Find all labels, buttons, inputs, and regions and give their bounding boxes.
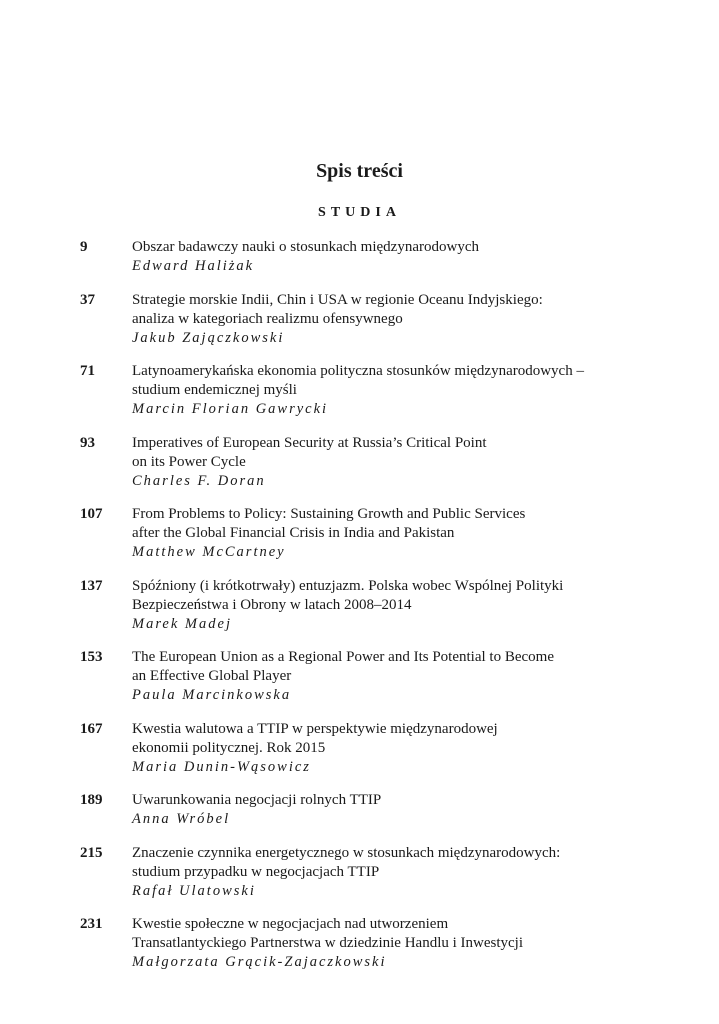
toc-author: Matthew McCartney	[132, 544, 286, 560]
toc-title-line: Bezpieczeństwa i Obrony w latach 2008–2014	[132, 596, 412, 613]
toc-page-number: 9	[80, 239, 88, 255]
page-title: Spis treści	[316, 160, 403, 182]
toc-entry-content	[132, 362, 680, 419]
toc-entry-content	[132, 791, 680, 829]
toc-author: Marek Madej	[132, 615, 232, 632]
toc-title-line: after the Global Financial Crisis in India and Pakistan	[132, 525, 455, 541]
toc-entry	[80, 577, 680, 634]
toc-title-line: Latynoamerykańska ekonomia polityczna stosunków międzynarodowych –	[132, 363, 584, 379]
toc-author: Marcin Florian Gawrycki	[132, 401, 329, 417]
toc-title-line: analiza w kategoriach realizmu ofensywnego	[132, 310, 403, 327]
toc-entry	[80, 844, 680, 901]
toc-entry-content	[132, 648, 680, 705]
toc-entry-content	[132, 505, 680, 562]
toc-author: Charles F. Doran	[132, 472, 266, 489]
toc-title-line: on its Power Cycle	[132, 453, 246, 470]
toc-title-line: Spóźniony (i krótkotrwały) entuzjazm. Polska wobec Wspólnej Polityki	[132, 577, 564, 594]
toc-title-line: studium endemicznej myśli	[132, 382, 297, 398]
toc-title-line: ekonomii politycznej. Rok 2015	[132, 739, 326, 756]
toc-entry	[80, 505, 680, 562]
toc-title-line: an Effective Global Player	[132, 668, 292, 684]
toc-page-number: 231	[80, 916, 103, 932]
section-heading: STUDIA	[318, 205, 401, 220]
toc-title-line: From Problems to Policy: Sustaining Growth and Public Services	[132, 506, 526, 522]
toc-title-line: Kwestie społeczne w negocjacjach nad utworzeniem	[132, 916, 449, 932]
toc-author: Edward Haliżak	[132, 258, 255, 274]
toc-title-line: Uwarunkowania negocjacji rolnych TTIP	[132, 792, 382, 808]
toc-author: Maria Dunin-Wąsowicz	[132, 758, 311, 775]
toc-entry	[80, 238, 680, 276]
toc-page-number: 167	[80, 720, 103, 737]
toc-page-number: 189	[80, 792, 103, 808]
toc-page-number: 37	[80, 291, 95, 308]
toc-entry-content	[132, 291, 680, 348]
toc-entry	[80, 915, 680, 972]
toc-entry-content	[132, 238, 680, 276]
toc-page-number: 215	[80, 844, 103, 861]
toc-page-number: 107	[80, 506, 103, 522]
toc-page-number: 137	[80, 577, 103, 594]
toc-entry	[80, 791, 680, 829]
toc-author: Jakub Zajączkowski	[132, 329, 285, 346]
toc-entry	[80, 291, 680, 348]
toc-title-line: Znaczenie czynnika energetycznego w stosunkach międzynarodowych:	[132, 844, 561, 861]
toc-title-line: The European Union as a Regional Power and Its Potential to Become	[132, 649, 554, 665]
toc-title-line: Obszar badawczy nauki o stosunkach międzynarodowych	[132, 239, 479, 255]
toc-list	[80, 238, 680, 987]
toc-author: Anna Wróbel	[132, 811, 231, 827]
toc-author: Paula Marcinkowska	[132, 687, 292, 703]
toc-entry-content	[132, 434, 680, 491]
toc-entry	[80, 434, 680, 491]
toc-title-line: studium przypadku w negocjacjach TTIP	[132, 863, 380, 880]
toc-entry-content	[132, 915, 680, 972]
toc-entry-content	[132, 844, 680, 901]
toc-page-number: 153	[80, 649, 103, 665]
toc-entry	[80, 720, 680, 777]
toc-author: Małgorzata Grącik-Zajaczkowski	[132, 954, 387, 970]
toc-entry-content	[132, 720, 680, 777]
toc-page-number: 93	[80, 434, 95, 451]
toc-entry	[80, 648, 680, 705]
toc-entry	[80, 362, 680, 419]
toc-title-line: Imperatives of European Security at Russia’s Critical Point	[132, 434, 487, 451]
toc-title-line: Transatlantyckiego Partnerstwa w dziedzinie Handlu i Inwestycji	[132, 935, 524, 951]
toc-page-number: 71	[80, 363, 95, 379]
toc-author: Rafał Ulatowski	[132, 882, 256, 899]
toc-entry-content	[132, 577, 680, 634]
toc-title-line: Strategie morskie Indii, Chin i USA w regionie Oceanu Indyjskiego:	[132, 291, 543, 308]
toc-title-line: Kwestia walutowa a TTIP w perspektywie międzynarodowej	[132, 720, 498, 737]
